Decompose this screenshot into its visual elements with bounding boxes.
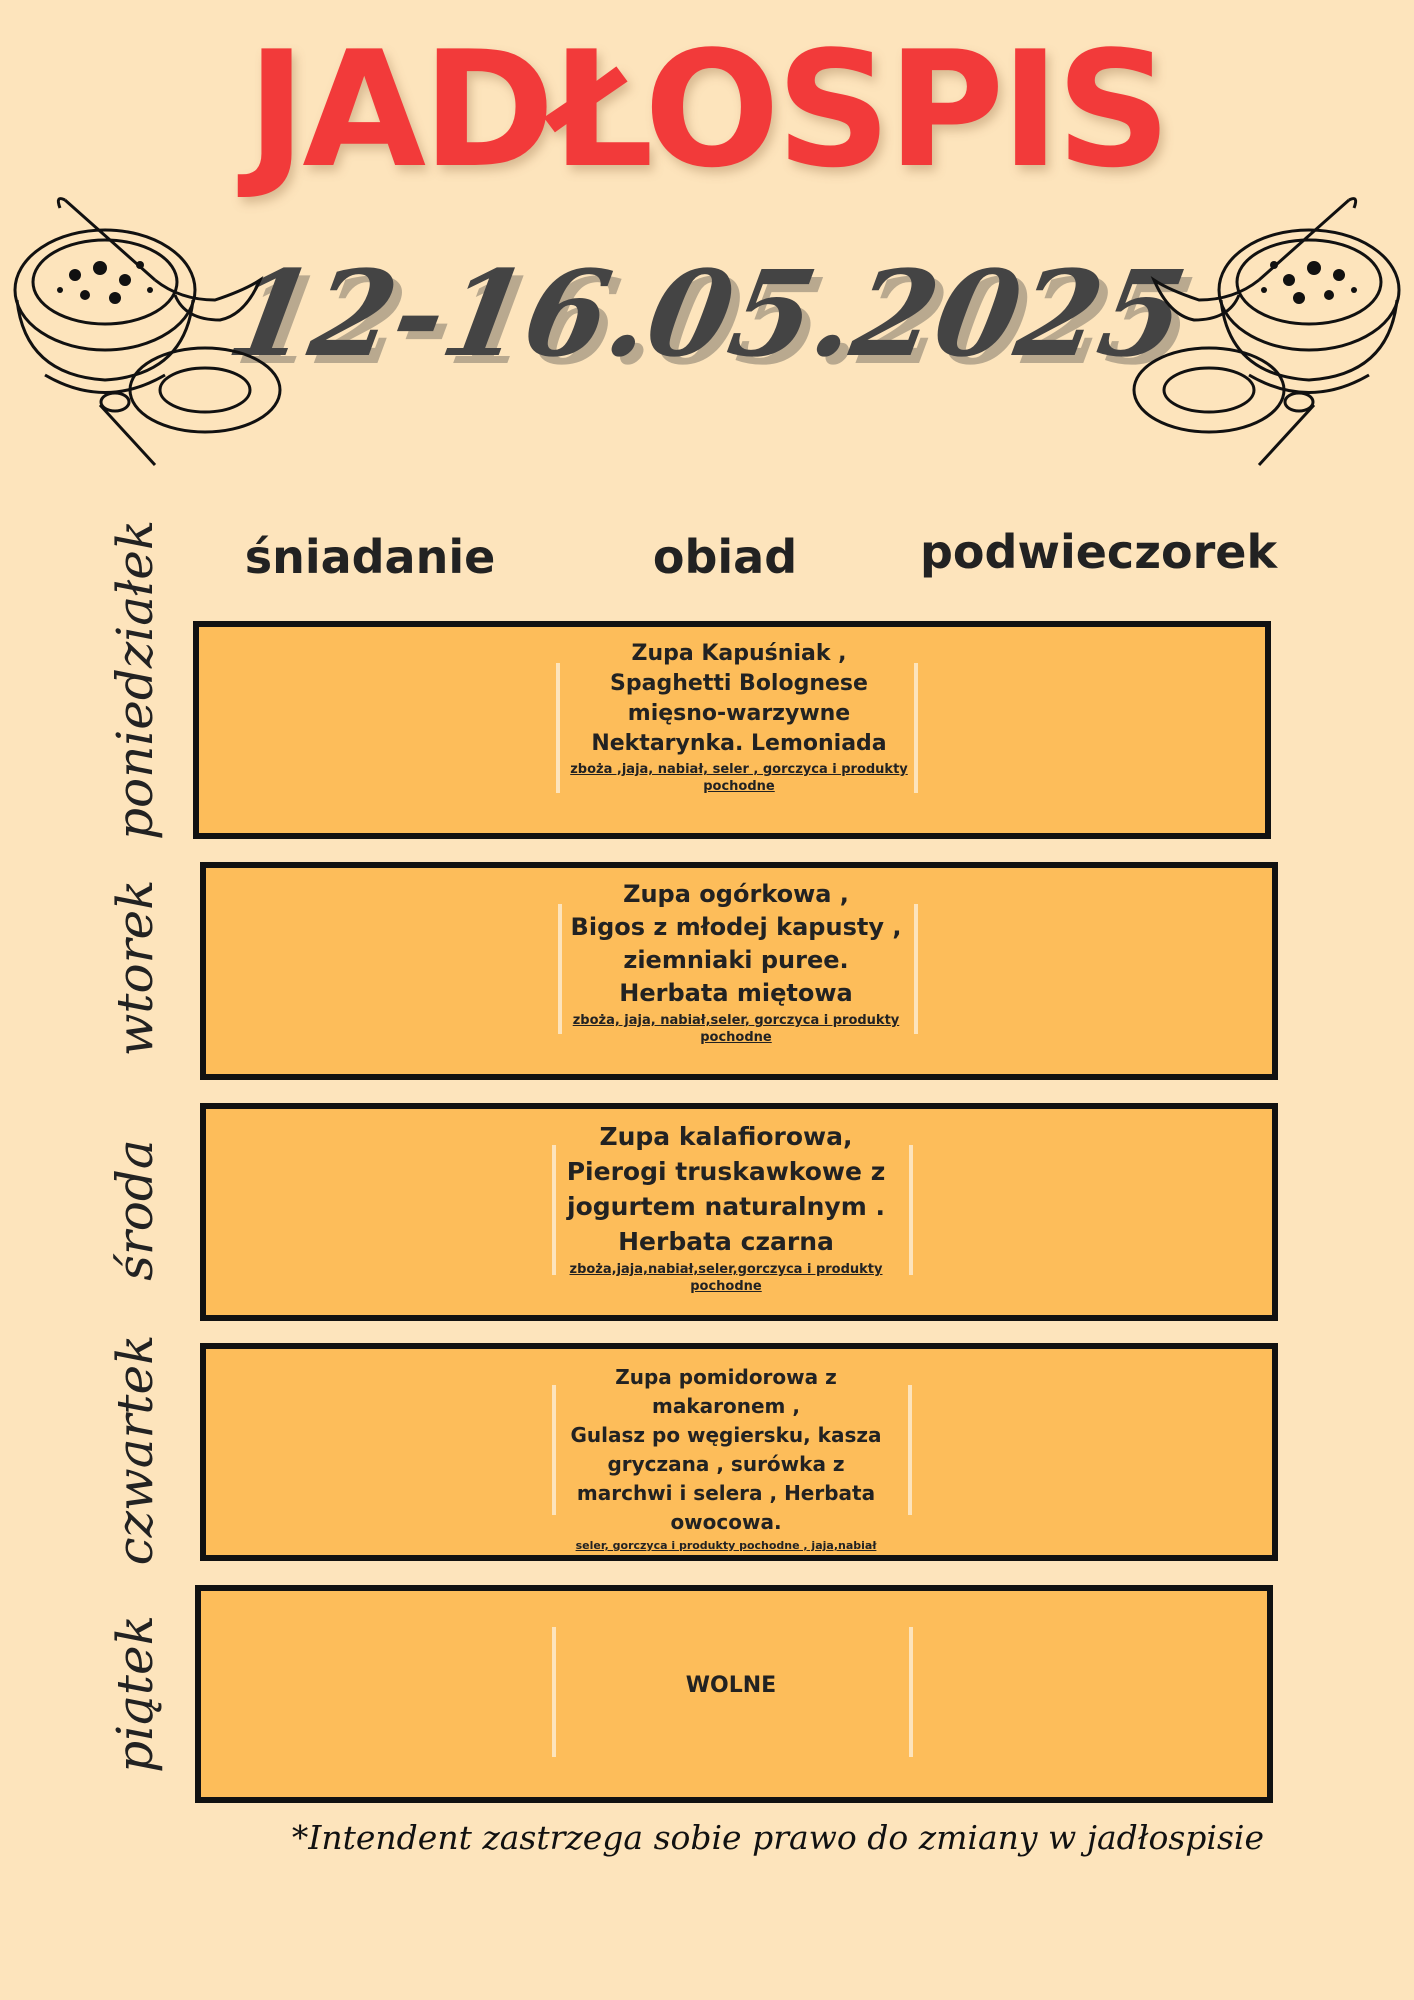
day-label-thursday: czwartek [106,1334,164,1566]
column-divider [909,1627,913,1757]
column-header-lunch: obiad [652,530,798,584]
lunch-text: Zupa Kapuśniak , Spaghetti Bolognese mięsno-warzywne Nektarynka. Lemoniada [591,641,887,756]
lunch-cell-thursday [551,1363,901,1553]
lunch-cell-monday [564,639,914,795]
lunch-cell-friday [556,1671,906,1701]
page-title: JADŁOSPIS [246,16,1168,203]
column-header-breakfast: śniadanie [244,530,496,584]
column-divider [556,663,560,793]
day-label-tuesday: wtorek [106,879,164,1057]
column-divider [909,1145,913,1275]
lunch-cell-wednesday [551,1119,901,1295]
menu-row-monday [193,621,1271,839]
day-label-monday: poniedziałek [106,519,164,840]
day-label-friday: piątek [106,1615,164,1773]
column-divider [914,904,918,1034]
allergen-note: zboża,jaja,nabiał,seler,gorczyca i produkty pochodne [569,1262,883,1294]
column-divider [914,663,918,793]
menu-row-tuesday [200,862,1278,1080]
column-header-snack: podwieczorek [920,525,1278,579]
lunch-text: WOLNE [685,1673,777,1698]
soup-pot-illustration [5,190,285,480]
allergen-note: zboża ,jaja, nabiał, seler , gorczyca i produkty pochodne [570,762,908,794]
lunch-text: Zupa ogórkowa , Bigos z młodej kapusty , ziemniaki puree. Herbata miętowa [570,880,902,1007]
lunch-cell-tuesday [561,878,911,1046]
day-label-wednesday: środa [106,1139,164,1281]
column-divider [908,1385,912,1515]
menu-row-friday [195,1585,1273,1803]
allergen-note: seler, gorczyca i produkty pochodne , jaja,nabiał [575,1539,877,1552]
allergen-note: zboża, jaja, nabiał,seler, gorczyca i produkty pochodne [572,1013,900,1045]
date-range: 12-16.05.2025 [218,244,1196,383]
menu-row-wednesday [200,1103,1278,1321]
footnote: *Intendent zastrzega sobie prawo do zmiany w jadłospisie [291,1818,1264,1857]
lunch-text: Zupa pomidorowa z makaronem , Gulasz po węgiersku, kasza gryczana , surówka z marchwi i selera , Herbata owocowa. [570,1365,882,1534]
soup-pot-illustration [1129,190,1409,480]
menu-row-thursday [200,1343,1278,1561]
lunch-text: Zupa kalafiorowa, Pierogi truskawkowe z jogurtem naturalnym . Herbata czarna [566,1122,886,1256]
